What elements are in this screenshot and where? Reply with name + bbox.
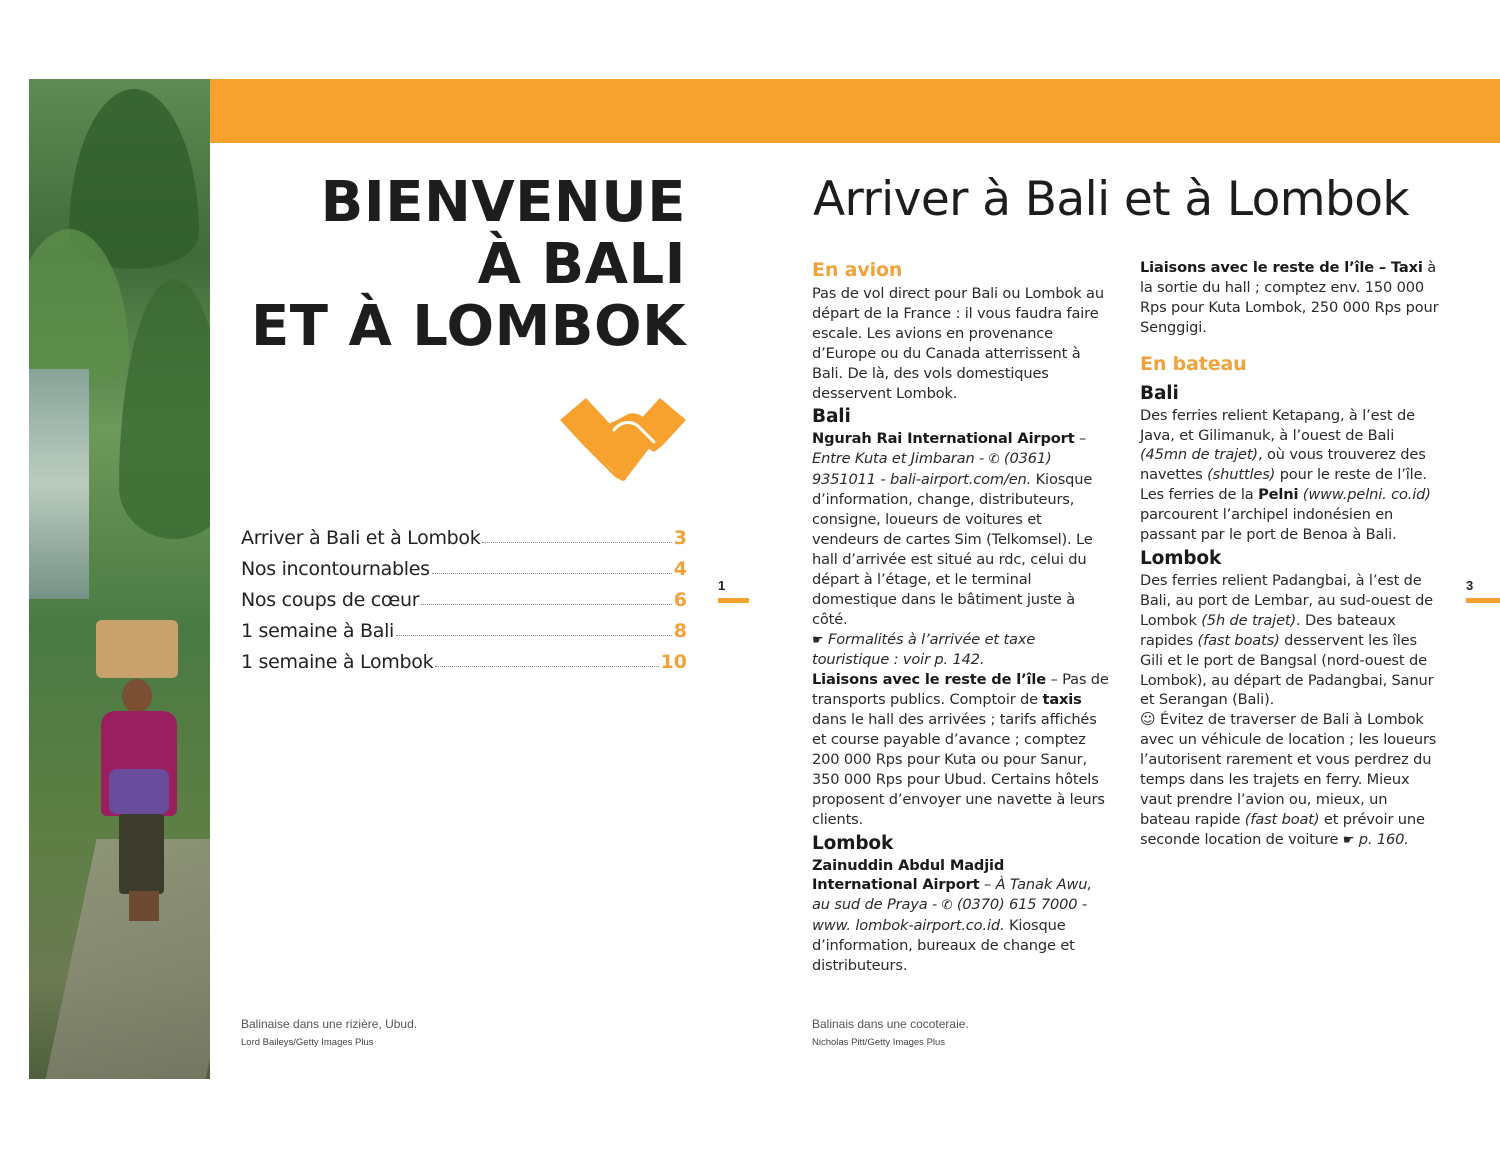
page-number-bar-right [1466, 598, 1500, 603]
airport-location: À Tanak Awu, au sud de Praya - [812, 876, 1092, 914]
photo-caption-left: Balinaise dans une rizière, Ubud. [241, 1017, 418, 1031]
page-number-right: 3 [1466, 578, 1474, 593]
welcome-title-line: À BALI [477, 232, 686, 297]
toc-entry-label: 1 semaine à Lombok [241, 651, 434, 673]
page-title: Arriver à Bali et à Lombok [813, 172, 1409, 227]
text: et prévoir une seconde location de voiture [1140, 810, 1425, 848]
paragraph-lombok-airport [812, 856, 1112, 976]
text-italic: (shuttles) [1207, 466, 1276, 484]
text-column-2 [1140, 258, 1440, 851]
cover-photo [29, 79, 210, 1079]
toc-entry-page: 6 [673, 589, 687, 611]
toc-entry[interactable] [241, 580, 687, 611]
handshake-icon [558, 390, 688, 490]
paragraph-formalites [812, 630, 1112, 671]
phone-icon: ✆ [988, 452, 1000, 468]
airport-description: Kiosque d’information, change, distributeurs, consigne, loueurs de voitures et vendeurs de cartes Sim (Telkomsel). Le hall d’arrivée est situé au rdc, celui du départ à l’étage, et le terminal domestique dans le bâtiment juste à côté. [812, 471, 1093, 628]
dash: – [979, 876, 996, 894]
section-heading-en-avion: En avion [812, 259, 903, 281]
toc-entry[interactable] [241, 518, 687, 549]
liaisons-label: Liaisons avec le reste de l’île – Taxi [1140, 259, 1423, 276]
toc-entry-page: 8 [673, 620, 687, 642]
welcome-title-line: BIENVENUE [320, 170, 686, 235]
toc-leader-dots [421, 604, 671, 605]
airport-description: Kiosque d’information, bureaux de change et distributeurs. [812, 917, 1075, 975]
airport-name: Zainuddin Abdul Madjid International Airport [812, 856, 1005, 894]
see-also-icon: ☛ [812, 632, 824, 648]
text: Évitez de traverser de Bali à Lombok avec un véhicule de location ; les loueurs l’autorisent rarement et vous perdrez du temps dans les trajets en ferry. Mieux vaut prendre l’avion ou, mieux, un bateau rapide [1140, 711, 1437, 828]
paragraph-bali-ferries [1140, 406, 1440, 486]
toc-entry-label: Arriver à Bali et à Lombok [241, 527, 481, 549]
table-of-contents [241, 518, 687, 673]
toc-leader-dots [432, 573, 672, 574]
photo-credit-right: Nicholas Pitt/Getty Images Plus [812, 1037, 946, 1048]
page-number-left: 1 [718, 578, 726, 593]
paragraph-lombok-ferries [1140, 571, 1440, 710]
paragraph-tip [1140, 710, 1440, 850]
paragraph-bali-airport [812, 429, 1112, 629]
photo-person-legs [129, 891, 159, 921]
subheading-bali: Bali [1140, 382, 1179, 404]
toc-entry-page: 4 [673, 558, 687, 580]
pelni-url[interactable]: (www.pelni. co.id) [1298, 486, 1431, 504]
tip-smiley-icon: ☺ [1140, 710, 1156, 729]
welcome-title-line: ET À LOMBOK [251, 294, 686, 359]
text-italic: (45mn de trajet) [1140, 446, 1258, 464]
paragraph-pelni [1140, 485, 1440, 545]
text: Les ferries de la [1140, 486, 1259, 504]
photo-foliage [119, 279, 210, 539]
toc-entry-label: 1 semaine à Bali [241, 620, 395, 642]
text: Des ferries relient Ketapang, à l’est de Java, et Gilimanuk, à l’ouest de Bali [1140, 406, 1415, 444]
airport-location: Entre Kuta et Jimbaran - [812, 450, 989, 468]
toc-leader-dots [482, 542, 671, 543]
photo-credit-left: Lord Baileys/Getty Images Plus [241, 1037, 374, 1048]
text-column-1 [812, 258, 1112, 976]
toc-entry-label: Nos coups de cœur [241, 589, 420, 611]
see-also-icon: ☛ [1342, 832, 1355, 848]
text-italic: (fast boat) [1244, 810, 1320, 828]
toc-leader-dots [435, 666, 658, 667]
paragraph-lombok-liaisons [1140, 258, 1440, 338]
toc-entry-page: 10 [660, 651, 687, 673]
section-heading-en-bateau: En bateau [1140, 352, 1247, 375]
toc-leader-dots [396, 635, 672, 636]
text: desservent les îles Gili et le port de Bangsal (nord-ouest de Lombok), au départ de Padangbai, Sanur et Serangan (Bali). [1140, 631, 1434, 709]
liaisons-text: dans le hall des arrivées ; tarifs affichés et course payable d’avance ; comptez 200 000 Rps pour Kuta ou pour Sanur, 350 000 Rps pour Ubud. Certains hôtels proposent d’envoyer une navette à leurs clients. [812, 711, 1105, 828]
page-reference-link[interactable]: p. 160. [1354, 830, 1409, 848]
photo-person-sash [109, 769, 169, 814]
paragraph-en-avion: Pas de vol direct pour Bali ou Lombok au départ de la France : il vous faudra faire escale. Les avions en provenance d’Europe ou du Canada atterrissent à Bali. De là, des vols domestiques desservent Lombok. [812, 285, 1104, 402]
photo-person-head [122, 679, 152, 713]
subheading-lombok: Lombok [1140, 547, 1222, 569]
toc-entry[interactable] [241, 549, 687, 580]
photo-basket [96, 620, 178, 678]
text-italic: (5h de trajet) [1201, 611, 1297, 629]
airport-contact: (0370) 615 7000 - www. lombok-airport.co.id. [812, 896, 1088, 935]
liaisons-text: – Pas de transports publics. Comptoir de [812, 671, 1109, 709]
photo-water [29, 369, 89, 599]
text: pour le reste de l’île. [1275, 466, 1427, 484]
formalites-link[interactable]: Formalités à l’arrivée et taxe touristique : voir p. 142. [812, 630, 1036, 669]
airport-contact: (0361) 9351011 - bali-airport.com/en. [812, 450, 1052, 489]
toc-entry[interactable] [241, 642, 687, 673]
airport-name: Ngurah Rai International Airport [812, 430, 1075, 448]
liaisons-text: à la sortie du hall ; comptez env. 150 000 Rps pour Kuta Lombok, 250 000 Rps pour Senggigi. [1140, 259, 1439, 336]
text: parcourent l’archipel indonésien en passant par le port de Benoa à Bali. [1140, 506, 1397, 544]
header-band [210, 79, 1500, 143]
taxis-label: taxis [1042, 691, 1082, 709]
toc-entry[interactable] [241, 611, 687, 642]
text: , où vous trouverez des navettes [1140, 446, 1426, 484]
paragraph-bali-liaisons [812, 670, 1112, 829]
photo-person-sarong [119, 814, 164, 894]
phone-icon: ✆ [941, 898, 953, 914]
subheading-lombok: Lombok [812, 832, 894, 854]
text: Des ferries relient Padangbai, à l’est de Bali, au port de Lembar, au sud-ouest de Lombok [1140, 571, 1434, 629]
liaisons-label: Liaisons avec le reste de l’île [812, 671, 1046, 689]
pelni-label: Pelni [1258, 486, 1299, 504]
photo-caption-right: Balinais dans une cocoteraie. [812, 1017, 969, 1031]
text: . Des bateaux rapides [1140, 611, 1396, 649]
text-italic: (fast boats) [1197, 631, 1280, 649]
subheading-bali: Bali [812, 406, 851, 428]
toc-entry-page: 3 [673, 527, 687, 549]
dash: – [1074, 430, 1087, 448]
toc-entry-label: Nos incontournables [241, 558, 430, 580]
page-number-bar-left [718, 598, 749, 603]
welcome-title [230, 172, 686, 358]
